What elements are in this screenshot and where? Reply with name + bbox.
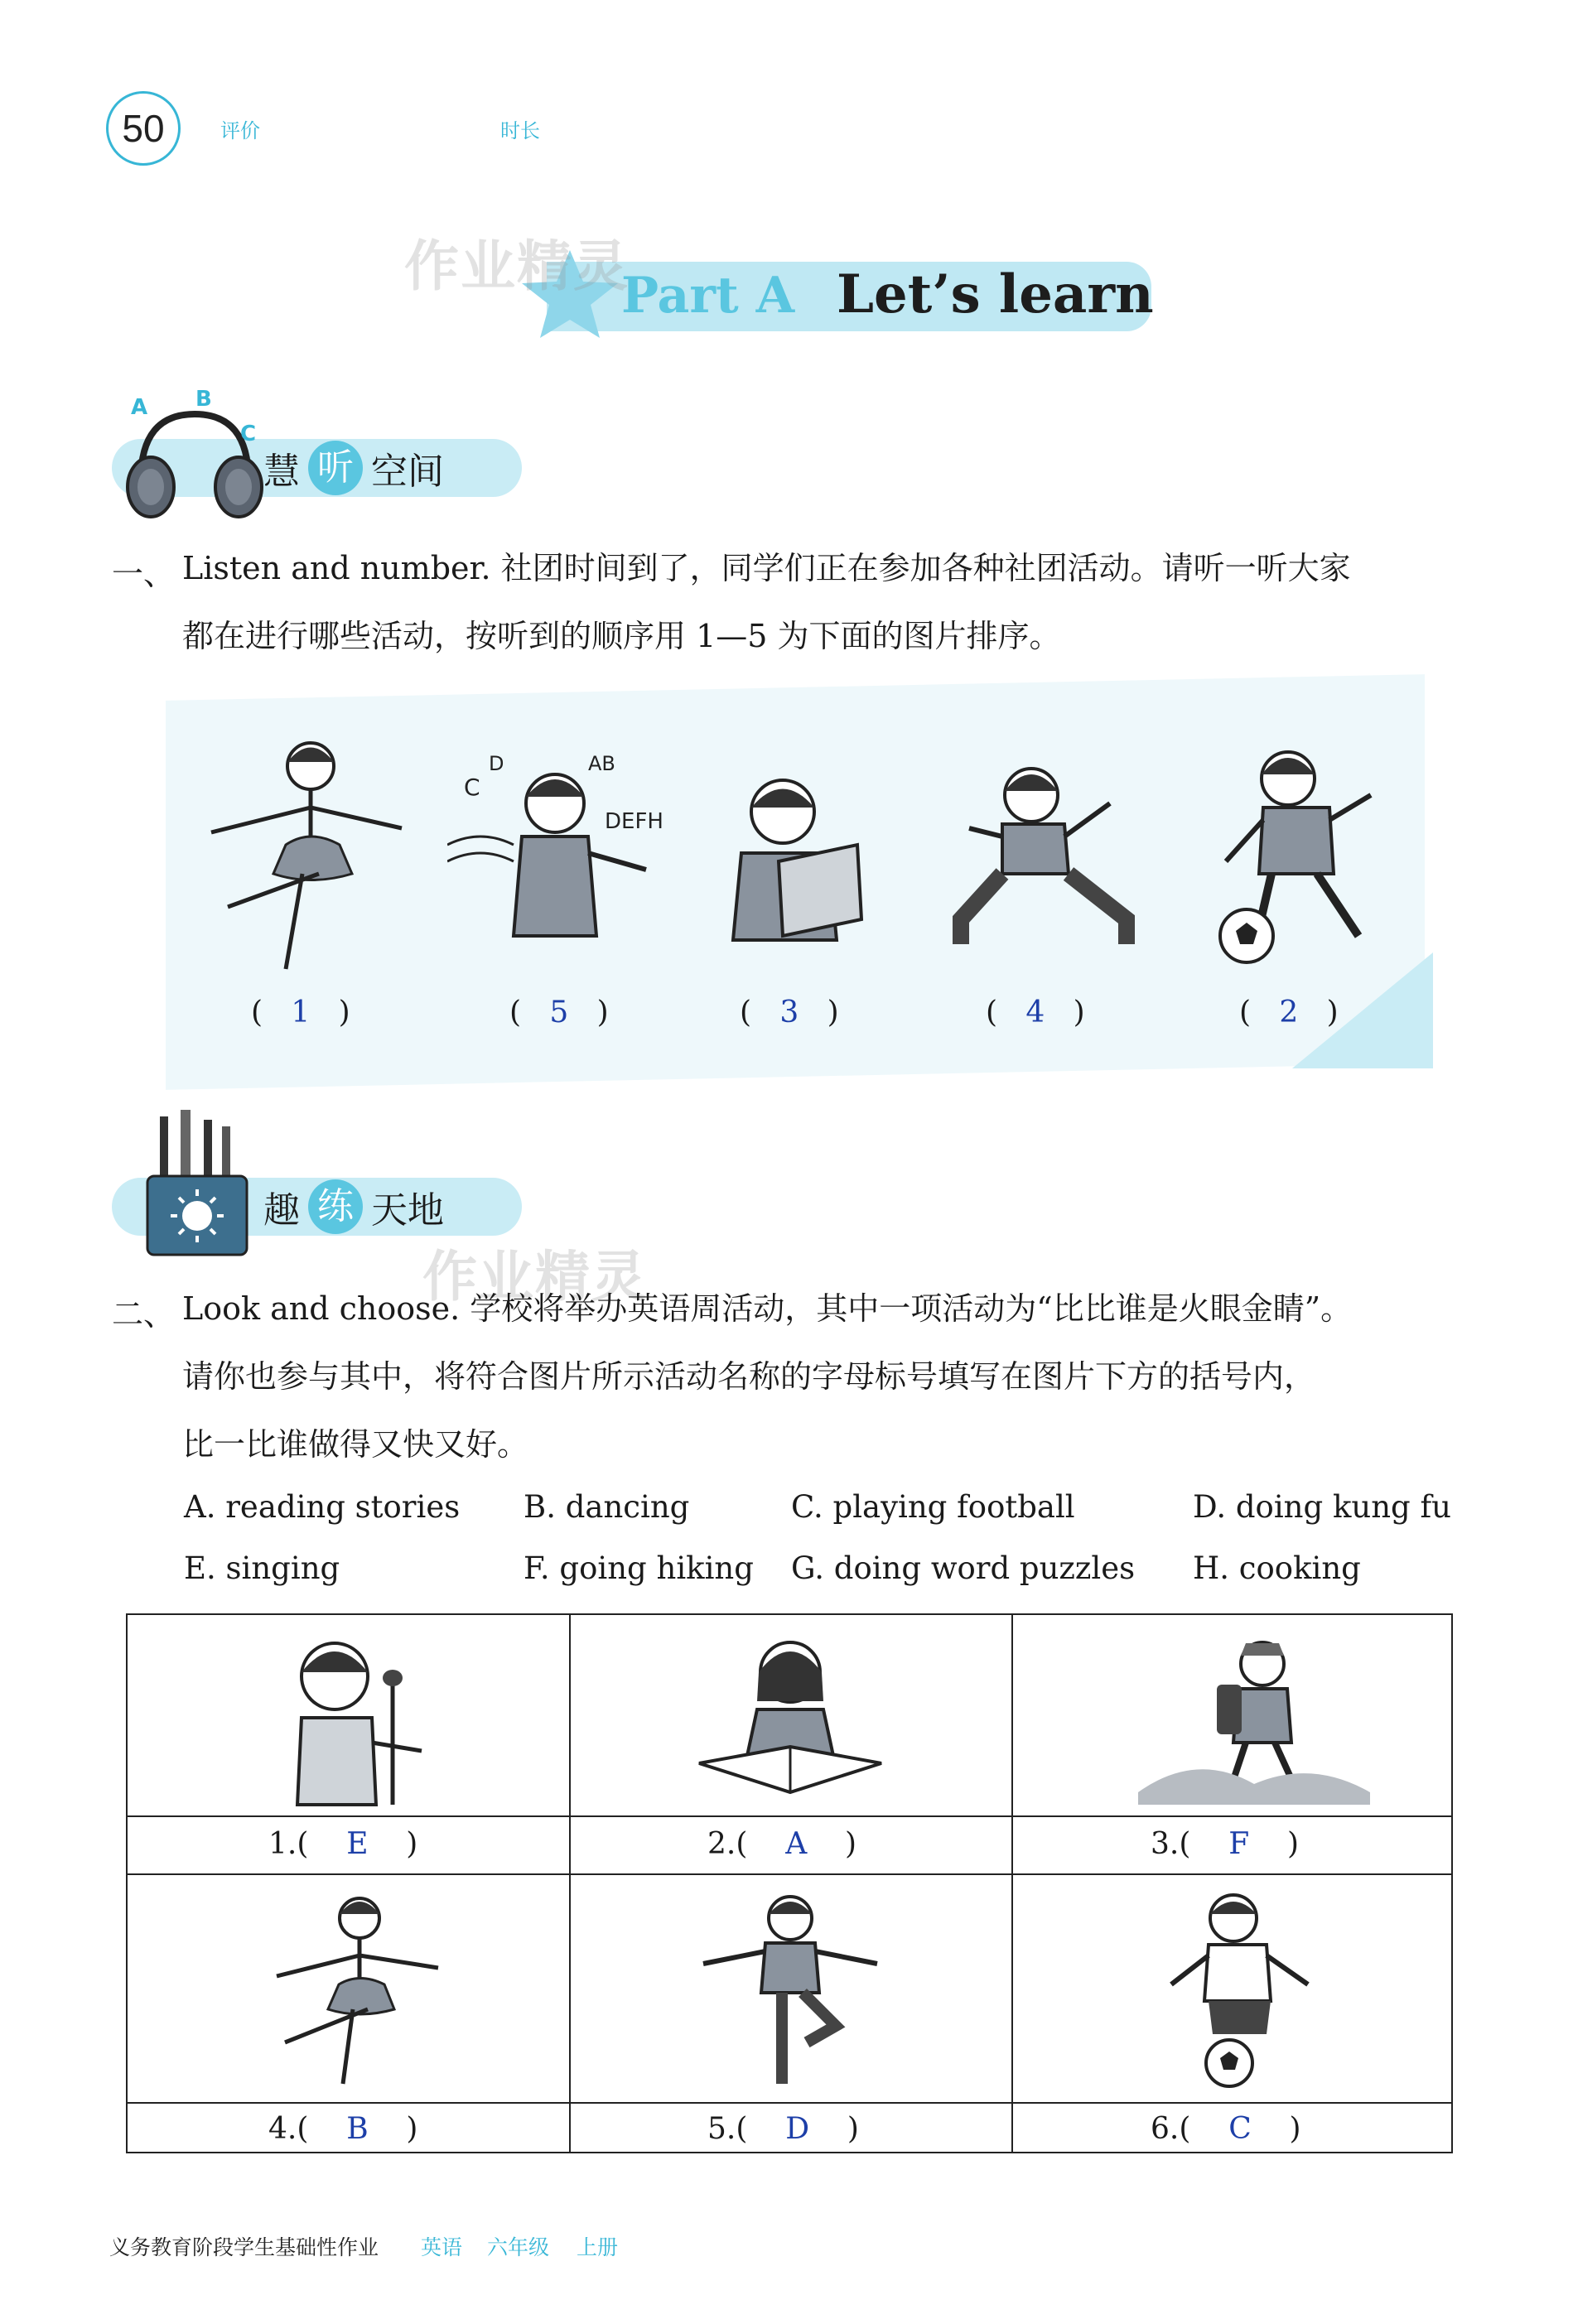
cell-answer: E	[346, 1827, 369, 1861]
section2-title-suffix: 天地	[371, 1189, 444, 1232]
duration-label: 时长	[500, 119, 540, 142]
cell-label-2: 2.( A )	[707, 1827, 857, 1861]
football-boy-small-illustration	[1142, 1885, 1325, 2092]
section2-title-prefix: 趣	[263, 1189, 300, 1232]
cell-number: 3.	[1151, 1827, 1180, 1861]
answer-value: 3	[779, 996, 799, 1029]
banner-title: Let’s learn	[837, 263, 1154, 325]
section1-title-highlight: 听	[308, 441, 363, 495]
section1-title-suffix: 空间	[371, 451, 444, 493]
svg-text:D: D	[489, 752, 504, 775]
answer-value: 5	[549, 996, 569, 1029]
cell-label-6: 6.( C )	[1151, 2112, 1301, 2146]
option-d: D. doing kung fu	[1193, 1489, 1451, 1525]
kung-fu-boy-illustration	[944, 754, 1143, 961]
question1-line2: 都在进行哪些活动，按听到的顺序用 1—5 为下面的图片排序。	[182, 618, 1061, 654]
section1-title-prefix: 慧	[263, 451, 300, 493]
answer-slot-5: ( 2 )	[1239, 996, 1339, 1029]
cell-number: 6.	[1151, 2112, 1180, 2146]
answer-slot-1: ( 1 )	[251, 996, 350, 1029]
reading-girl-illustration	[691, 1627, 890, 1809]
cell-label-1: 1.( E )	[268, 1827, 418, 1861]
watermark: 作业精灵	[404, 234, 630, 298]
section2-title-highlight: 练	[308, 1179, 363, 1234]
option-e: E. singing	[184, 1550, 340, 1586]
question1-number: 一、	[112, 556, 176, 592]
cell-answer: A	[785, 1827, 808, 1861]
option-c: C. playing football	[791, 1489, 1075, 1525]
option-a: A. reading stories	[184, 1489, 461, 1525]
cell-answer: D	[785, 2112, 810, 2146]
svg-text:AB: AB	[588, 752, 615, 775]
svg-text:A: A	[131, 395, 148, 420]
option-h: H. cooking	[1193, 1550, 1361, 1586]
cell-answer: C	[1228, 2112, 1252, 2146]
singing-boy-illustration	[447, 745, 679, 961]
watermark: 作业精灵	[422, 1245, 648, 1309]
svg-text:C: C	[464, 774, 480, 801]
reading-boy-illustration	[712, 762, 870, 961]
cell-number: 1.	[268, 1827, 297, 1861]
pencil-cup-icon	[139, 1110, 255, 1259]
answer-value: 1	[291, 996, 311, 1029]
page-number: 50	[106, 91, 181, 166]
cell-answer: B	[346, 2112, 369, 2146]
footer-volume: 上册	[577, 2235, 619, 2259]
option-g: G. doing word puzzles	[791, 1550, 1136, 1586]
cell-number: 4.	[268, 2112, 297, 2146]
svg-text:DEFH: DEFH	[605, 809, 663, 834]
banner-part: Part A	[621, 267, 795, 325]
svg-text:B: B	[195, 389, 212, 412]
football-boy-illustration	[1193, 737, 1392, 969]
singing-girl-illustration	[260, 1627, 442, 1809]
question2-number: 二、	[112, 1296, 176, 1333]
answer-slot-3: ( 3 )	[740, 996, 839, 1029]
headphones-icon	[116, 389, 265, 530]
option-f: F. going hiking	[524, 1550, 754, 1586]
rating-label: 评价	[220, 119, 260, 142]
cell-number: 2.	[707, 1827, 736, 1861]
dancing-girl-illustration	[195, 729, 418, 977]
question2-line3: 比一比谁做得又快又好。	[182, 1426, 529, 1463]
svg-text:C: C	[240, 422, 257, 446]
footer-series: 义务教育阶段学生基础性作业	[109, 2235, 379, 2259]
cell-number: 5.	[707, 2112, 736, 2146]
footer-subject: 英语	[421, 2235, 463, 2259]
cell-label-4: 4.( B )	[268, 2112, 418, 2146]
question1-line1: Listen and number. 社团时间到了，同学们正在参加各种社团活动。请听一听大家	[182, 550, 1351, 586]
footer-grade: 六年级	[487, 2235, 550, 2259]
hiking-boy-illustration	[1138, 1627, 1370, 1809]
section1-title	[263, 439, 444, 497]
question2-line2: 请你也参与其中，将符合图片所示活动名称的字母标号填写在图片下方的括号内，	[182, 1358, 1316, 1395]
section2-title	[263, 1178, 444, 1236]
option-b: B. dancing	[524, 1489, 690, 1525]
cell-label-5: 5.( D )	[707, 2112, 859, 2146]
cell-label-3: 3.( F )	[1151, 1827, 1299, 1861]
answer-value: 2	[1279, 996, 1299, 1029]
question2-line1: Look and choose. 学校将举办英语周活动，其中一项活动为“比比谁是火眼金睛”。	[182, 1290, 1353, 1327]
answer-table	[126, 1613, 1453, 2153]
kung-fu-boy-small-illustration	[691, 1885, 890, 2092]
answer-value: 4	[1025, 996, 1045, 1029]
answer-slot-2: ( 5 )	[509, 996, 609, 1029]
cell-answer: F	[1228, 1827, 1250, 1861]
answer-slot-4: ( 4 )	[986, 996, 1085, 1029]
dancing-girl-small-illustration	[260, 1885, 451, 2092]
